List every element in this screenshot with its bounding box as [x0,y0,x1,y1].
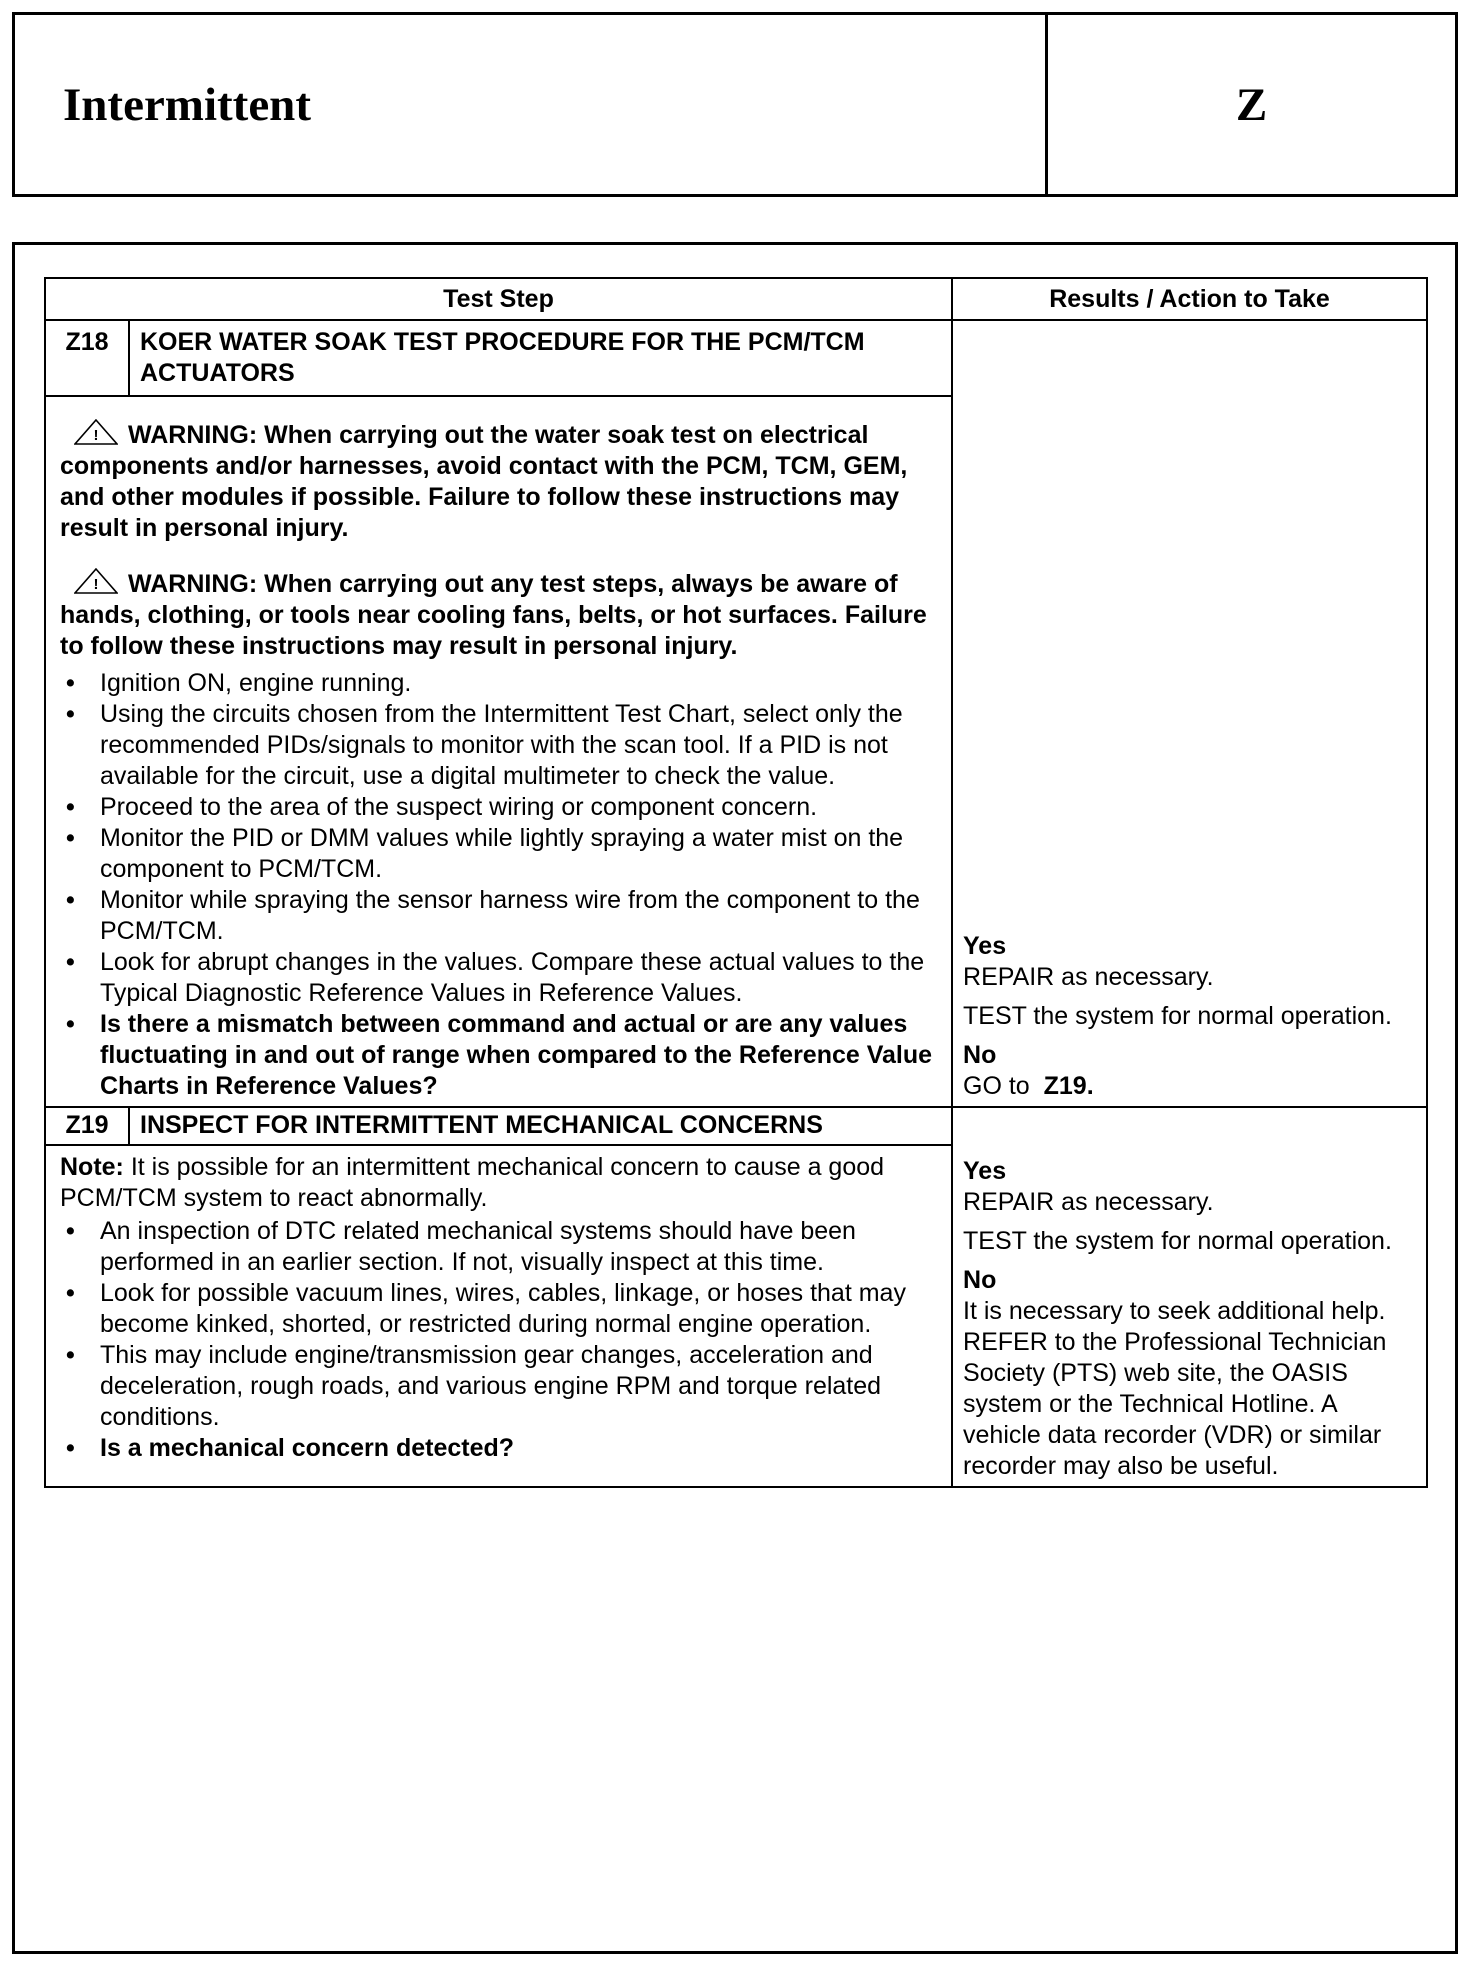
result-no-target: Z19. [1043,1072,1094,1100]
result-yes-action-1: REPAIR as necessary. [963,963,1214,991]
step-title-z19: INSPECT FOR INTERMITTENT MECHANICAL CONCERNS [129,1107,952,1145]
note-block [60,1152,937,1214]
warning-triangle-icon [74,419,118,445]
result-yes-action-1: REPAIR as necessary. [963,1188,1214,1216]
col-header-test-step: Test Step [45,278,952,320]
list-item: • Look for abrupt changes in the values. Compare these actual values to the Typical Diagnostic Reference Values in Reference Values. [60,947,937,1009]
table-header-row [45,278,1427,320]
list-item: • This may include engine/transmission gear changes, acceleration and deceleration, rough roads, and various engine RPM and torque related conditions. [60,1340,937,1433]
list-item: • Using the circuits chosen from the Intermittent Test Chart, select only the recommended PIDs/signals to monitor with the scan tool. If a PID is not available for the circuit, use a digital multimeter to check the value. [60,699,937,792]
warning-block-2 [60,568,937,662]
list-item: • Ignition ON, engine running. [60,668,937,699]
table-row [45,320,1427,396]
svg-text:!: ! [93,576,99,593]
results-z19 [952,1107,1427,1487]
warning-text-1: WARNING: When carrying out the water soak test on electrical components and/or harnesses, avoid contact with the PCM, TCM, GEM, and other modules if possible. Failure to follow these instructions may result in personal injury. [60,421,908,542]
list-item: • Monitor the PID or DMM values while lightly spraying a water mist on the component to PCM/TCM. [60,823,937,885]
step-title-z18: KOER WATER SOAK TEST PROCEDURE FOR THE PCM/TCM ACTUATORS [129,320,952,396]
result-no-label: No [963,1041,997,1069]
list-item-question: • Is a mechanical concern detected? [60,1433,937,1464]
test-step-table [44,277,1428,1488]
z18-bullet-list [60,668,937,1102]
warning-block-1 [60,419,937,544]
step-body-z19 [45,1145,952,1487]
warning-text-2: WARNING: When carrying out any test steps, always be aware of hands, clothing, or tools near cooling fans, belts, or hot surfaces. Failure to follow these instructions may result in personal injury. [60,570,927,660]
page-title: Intermittent [63,78,311,131]
list-item-question: • Is there a mismatch between command and actual or are any values fluctuating in and out of range when compared to the Reference Value Charts in Reference Values? [60,1009,937,1102]
result-yes-label: Yes [963,932,1007,960]
table-row [45,1107,1427,1145]
result-no-text: It is necessary to seek additional help. REFER to the Professional Technician Society (PTS) web site, the OASIS system or the Technical Hotline. A vehicle data recorder (VDR) or similar recorder may also be useful. [963,1297,1387,1480]
step-number-z18: Z18 [45,320,129,396]
warning-triangle-icon [74,568,118,594]
result-no-action [963,1071,1416,1102]
result-no-prefix: GO to [963,1072,1030,1100]
list-item: • Look for possible vacuum lines, wires, cables, linkage, or hoses that may become kinked, shorted, or restricted during normal engine operation. [60,1278,937,1340]
z19-bullet-list [60,1216,937,1464]
result-yes-action-2: TEST the system for normal operation. [963,1227,1392,1255]
note-text: It is possible for an intermittent mechanical concern to cause a good PCM/TCM system to react abnormally. [60,1153,885,1212]
step-number-z19: Z19 [45,1107,129,1145]
note-label: Note: [60,1153,124,1181]
page-header [12,12,1458,197]
result-yes-label: Yes [963,1157,1007,1185]
list-item: • Monitor while spraying the sensor harness wire from the component to the PCM/TCM. [60,885,937,947]
col-header-results: Results / Action to Take [952,278,1427,320]
step-body-z18 [45,396,952,1107]
svg-text:!: ! [93,427,99,444]
list-item: • Proceed to the area of the suspect wiring or component concern. [60,792,937,823]
result-no-label: No [963,1266,997,1294]
list-item: • An inspection of DTC related mechanical systems should have been performed in an earlier section. If not, visually inspect at this time. [60,1216,937,1278]
section-code: Z [1045,15,1455,194]
result-yes-action-2: TEST the system for normal operation. [963,1002,1392,1030]
results-z18 [952,320,1427,1107]
